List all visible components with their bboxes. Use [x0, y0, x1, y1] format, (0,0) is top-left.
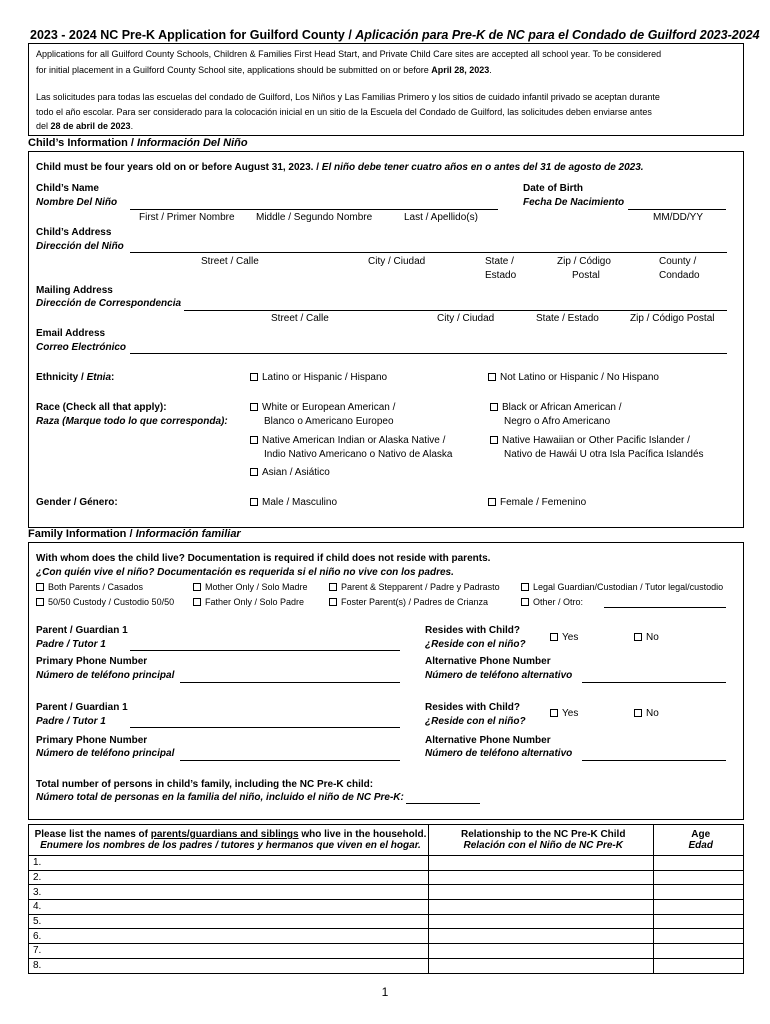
table-row	[29, 870, 744, 885]
email-label: Email Address	[36, 328, 106, 339]
name-cell[interactable]: 6.	[29, 929, 429, 944]
ethnicity-not-hispanic-checkbox[interactable]: Not Latino or Hispanic / No Hispano	[488, 372, 659, 383]
mother-only-checkbox[interactable]: Mother Only / Solo Madre	[193, 582, 308, 592]
checkbox-icon	[193, 583, 201, 591]
email-field[interactable]	[130, 353, 727, 354]
age-column-header: Age Edad	[654, 825, 744, 856]
parent1-phone-label-es: Número de teléfono principal	[36, 670, 175, 681]
race-native-american-checkbox[interactable]: Native American Indian or Alaska Native /	[250, 435, 445, 446]
checkbox-icon	[550, 709, 558, 717]
child-name-label: Child’s Name	[36, 183, 99, 194]
dob-field[interactable]	[628, 209, 726, 210]
zip-caption-es: Postal	[572, 270, 600, 281]
legal-guardian-checkbox[interactable]: Legal Guardian/Custodian / Tutor legal/custodio	[521, 582, 723, 592]
name-cell[interactable]: 1.	[29, 856, 429, 871]
page-title: 2023 - 2024 NC Pre-K Application for Guilford County / Aplicación para Pre-K de NC para el Condado de Guilford 2023-2024	[30, 28, 760, 42]
parent1-alt-phone-field[interactable]	[582, 682, 726, 683]
last-name-caption: Last / Apellido(s)	[404, 212, 478, 223]
child-address-label-es: Dirección del Niño	[36, 241, 124, 252]
checkbox-icon	[329, 583, 337, 591]
age-cell[interactable]	[654, 885, 744, 900]
relationship-cell[interactable]	[428, 885, 654, 900]
dob-label-es: Fecha De Nacimiento	[523, 197, 625, 208]
name-cell[interactable]: 4.	[29, 900, 429, 915]
checkbox-icon	[550, 633, 558, 641]
gender-label: Gender / Género:	[36, 497, 118, 508]
parent2-phone-label: Primary Phone Number	[36, 735, 148, 746]
age-cell[interactable]	[654, 944, 744, 959]
middle-name-caption: Middle / Segundo Nombre	[256, 212, 373, 223]
ethnicity-label: Ethnicity / Etnia:	[36, 372, 115, 383]
checkbox-icon	[36, 598, 44, 606]
parent2-label: Parent / Guardian 1	[36, 702, 128, 713]
age-cell[interactable]	[654, 929, 744, 944]
state-caption: State /	[485, 256, 514, 267]
checkbox-icon	[488, 373, 496, 381]
table-row	[29, 929, 744, 944]
table-row	[29, 914, 744, 929]
parent2-phone-label-es: Número de teléfono principal	[36, 748, 175, 759]
race-pacific-islander-checkbox[interactable]: Native Hawaiian or Other Pacific Islander /	[490, 435, 690, 446]
checkbox-icon	[490, 403, 498, 411]
father-only-checkbox[interactable]: Father Only / Solo Padre	[193, 597, 304, 607]
household-members-table	[28, 824, 744, 974]
zip-caption: Zip / Código	[557, 256, 611, 267]
race-pacific-islander-es: Nativo de Hawái U otra Isla Pacífica Islandés	[504, 449, 704, 460]
checkbox-icon	[329, 598, 337, 606]
checkbox-icon	[250, 498, 258, 506]
checkbox-icon	[521, 598, 529, 606]
parent1-no-checkbox[interactable]: No	[634, 632, 659, 643]
other-field[interactable]	[604, 607, 726, 608]
age-cell[interactable]	[654, 856, 744, 871]
checkbox-icon	[250, 436, 258, 444]
date-format-caption: MM/DD/YY	[653, 212, 703, 223]
relationship-cell[interactable]	[428, 914, 654, 929]
relationship-cell[interactable]	[428, 900, 654, 915]
mailing-address-label: Mailing Address	[36, 285, 113, 296]
parent2-phone-field[interactable]	[180, 760, 400, 761]
ethnicity-hispanic-checkbox[interactable]: Latino or Hispanic / Hispano	[250, 372, 387, 383]
age-cell[interactable]	[654, 958, 744, 973]
table-header-row	[29, 825, 744, 856]
parent1-yes-checkbox[interactable]: Yes	[550, 632, 578, 643]
lives-with-question: With whom does the child live? Documentation is required if child does not reside with parents.	[36, 553, 491, 564]
names-column-header: Please list the names of parents/guardians and siblings who live in the household. Enumere los nombres de los padres / tutores y hermanos que viven en el hogar.	[29, 825, 429, 856]
race-white-es: Blanco o Americano Europeo	[264, 416, 394, 427]
relationship-column-header: Relationship to the NC Pre-K Child Relación con el Niño de NC Pre-K	[428, 825, 654, 856]
mailing-city-caption: City / Ciudad	[437, 313, 495, 324]
page-number: 1	[381, 985, 389, 999]
relationship-cell[interactable]	[428, 870, 654, 885]
county-caption: County /	[659, 256, 697, 267]
age-cell[interactable]	[654, 900, 744, 915]
checkbox-icon	[490, 436, 498, 444]
name-cell[interactable]: 7.	[29, 944, 429, 959]
parent2-alt-phone-label: Alternative Phone Number	[425, 735, 551, 746]
parent1-resides-label: Resides with Child?	[425, 625, 521, 636]
parent1-label: Parent / Guardian 1	[36, 625, 128, 636]
child-name-field[interactable]	[130, 209, 498, 210]
checkbox-icon	[521, 583, 529, 591]
parent1-phone-field[interactable]	[180, 682, 400, 683]
intro-es-line1: Las solicitudes para todas las escuelas del condado de Guilford, Los Niños y Las Familias Primero y los sitios de cuidado infantil privado se aceptan durante	[36, 92, 660, 102]
state-caption-es: Estado	[485, 270, 517, 281]
checkbox-icon	[193, 598, 201, 606]
mailing-address-label-es: Dirección de Correspondencia	[36, 298, 182, 309]
age-cell[interactable]	[654, 870, 744, 885]
parent1-alt-phone-label-es: Número de teléfono alternativo	[425, 670, 573, 681]
parent2-resides-label-es: ¿Reside con el niño?	[425, 716, 526, 727]
race-label-es: Raza (Marque todo lo que corresponda):	[36, 416, 228, 427]
race-label: Race (Check all that apply):	[36, 402, 167, 413]
child-address-label: Child’s Address	[36, 227, 112, 238]
relationship-cell[interactable]	[428, 958, 654, 973]
relationship-cell[interactable]	[428, 929, 654, 944]
intro-en-line1: Applications for all Guilford County Schools, Children & Families First Head Start, and Private Child Care sites are accepted all school year. To be considered	[36, 49, 662, 59]
email-label-es: Correo Electrónico	[36, 342, 127, 353]
intro-es-line2: todo el año escolar. Para ser considerado para la colocación inicial en un sitio de la Escuela del Condado de Guilford, las solicitudes deben enviarse antes	[36, 107, 652, 117]
parent-stepparent-checkbox[interactable]: Parent & Stepparent / Padre y Padrasto	[329, 582, 500, 592]
checkbox-icon	[250, 403, 258, 411]
lives-with-question-es: ¿Con quién vive el niño? Documentación es requerida si el niño no vive con los padres.	[36, 567, 454, 578]
foster-parents-checkbox[interactable]: Foster Parent(s) / Padres de Crianza	[329, 597, 488, 607]
child-info-box	[28, 151, 744, 528]
gender-female-checkbox[interactable]: Female / Femenino	[488, 497, 586, 508]
checkbox-icon	[250, 373, 258, 381]
parent1-phone-label: Primary Phone Number	[36, 656, 148, 667]
parent2-label-es: Padre / Tutor 1	[36, 716, 106, 727]
parent1-resides-label-es: ¿Reside con el niño?	[425, 639, 526, 650]
parent1-name-field[interactable]	[130, 650, 400, 651]
mailing-state-caption: State / Estado	[536, 313, 599, 324]
parent2-no-checkbox[interactable]: No	[634, 708, 659, 719]
race-black-checkbox[interactable]: Black or African American /	[490, 402, 622, 413]
gender-male-checkbox[interactable]: Male / Masculino	[250, 497, 337, 508]
child-name-label-es: Nombre Del Niño	[36, 197, 118, 208]
total-persons-label-es: Número total de personas en la familia del niño, incluido el niño de NC Pre-K:	[36, 792, 404, 803]
custody-5050-checkbox[interactable]: 50/50 Custody / Custodio 50/50	[36, 597, 174, 607]
dob-label: Date of Birth	[523, 183, 583, 194]
parent1-label-es: Padre / Tutor 1	[36, 639, 106, 650]
race-asian-checkbox[interactable]: Asian / Asiático	[250, 467, 330, 478]
name-cell[interactable]: 8.	[29, 958, 429, 973]
age-requirement-note: Child must be four years old on or before August 31, 2023. / El niño debe tener cuatro años en o antes del 31 de agosto de 2023.	[36, 162, 644, 173]
parent2-name-field[interactable]	[130, 727, 400, 728]
checkbox-icon	[250, 468, 258, 476]
age-cell[interactable]	[654, 914, 744, 929]
relationship-cell[interactable]	[428, 856, 654, 871]
table-row	[29, 856, 744, 871]
mailing-zip-caption: Zip / Código Postal	[630, 313, 715, 324]
total-persons-field[interactable]	[406, 803, 480, 804]
table-row	[29, 958, 744, 973]
mailing-address-field[interactable]	[184, 310, 727, 311]
parent2-resides-label: Resides with Child?	[425, 702, 521, 713]
county-caption-es: Condado	[659, 270, 700, 281]
relationship-cell[interactable]	[428, 944, 654, 959]
street-caption: Street / Calle	[201, 256, 259, 267]
intro-en-line2: for initial placement in a Guilford County School site, applications should be submitted on or before April 28, 2023.	[36, 65, 492, 75]
mailing-street-caption: Street / Calle	[271, 313, 329, 324]
first-name-caption: First / Primer Nombre	[139, 212, 235, 223]
parent2-alt-phone-field[interactable]	[582, 760, 726, 761]
family-section-heading: Family Information / Información familiar	[28, 528, 241, 540]
table-row	[29, 944, 744, 959]
checkbox-icon	[634, 633, 642, 641]
checkbox-icon	[488, 498, 496, 506]
parent1-alt-phone-label: Alternative Phone Number	[425, 656, 551, 667]
city-caption: City / Ciudad	[368, 256, 426, 267]
both-parents-checkbox[interactable]: Both Parents / Casados	[36, 582, 143, 592]
name-cell[interactable]: 3.	[29, 885, 429, 900]
other-checkbox[interactable]: Other / Otro:	[521, 597, 583, 607]
race-native-american-es: Indio Nativo Americano o Nativo de Alaska	[264, 449, 453, 460]
race-black-es: Negro o Afro Americano	[504, 416, 611, 427]
name-cell[interactable]: 5.	[29, 914, 429, 929]
child-address-field[interactable]	[130, 252, 727, 253]
name-cell[interactable]: 2.	[29, 870, 429, 885]
table-row	[29, 900, 744, 915]
parent2-alt-phone-label-es: Número de teléfono alternativo	[425, 748, 573, 759]
race-white-checkbox[interactable]: White or European American /	[250, 402, 395, 413]
parent2-yes-checkbox[interactable]: Yes	[550, 708, 578, 719]
intro-es-line3: del 28 de abril de 2023.	[36, 121, 134, 131]
checkbox-icon	[36, 583, 44, 591]
child-section-heading: Child’s Information / Información Del Niño	[28, 137, 248, 149]
table-row	[29, 885, 744, 900]
checkbox-icon	[634, 709, 642, 717]
total-persons-label: Total number of persons in child’s family, including the NC Pre-K child:	[36, 779, 374, 790]
